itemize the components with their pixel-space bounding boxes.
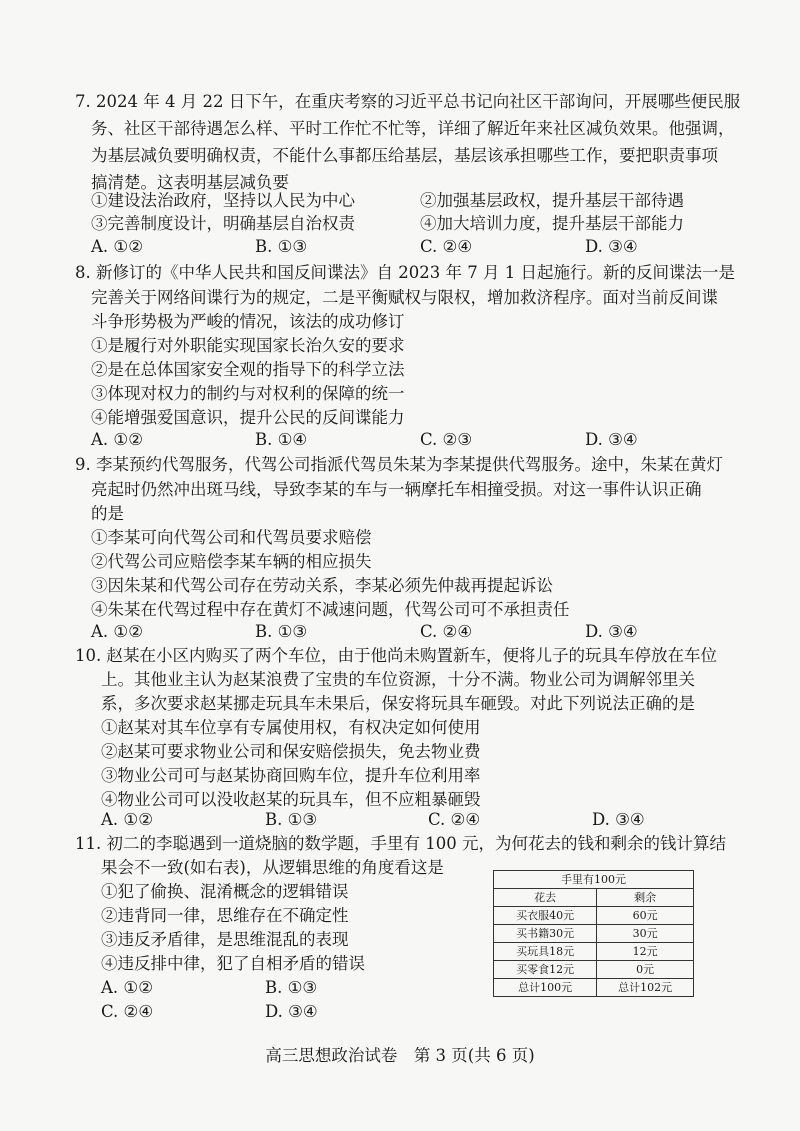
q11-statement-1: ①犯了偷换、混淆概念的逻辑错误 <box>101 882 349 901</box>
q7-line-3: 为基层减负要明确权责，不能什么事都压给基层，基层该承担哪些工作，要把职责事项 <box>91 146 718 165</box>
table-row <box>494 907 694 925</box>
q8-statement-2: ②是在总体国家安全观的指导下的科学立法 <box>91 360 405 379</box>
q9-option-c: C. ②④ <box>420 622 473 641</box>
table-cell: 0元 <box>597 961 694 979</box>
q9-line-1: 9. 李某预约代驾服务，代驾公司指派代驾员朱某为李某提供代驾服务。途中，朱某在黄灯 <box>75 455 723 474</box>
q10-line-3: 系，多次要求赵某挪走玩具车未果后，保安将玩具车砸毁。对此下列说法正确的是 <box>101 694 695 713</box>
q9-statement-1: ①李某可向代驾公司和代驾员要求赔偿 <box>91 528 372 547</box>
q11-option-d: D. ③④ <box>265 1002 318 1021</box>
q7-option-d: D. ③④ <box>585 237 638 256</box>
q9-option-a: A. ①② <box>91 622 143 641</box>
q10-statement-2: ②赵某可要求物业公司和保安赔偿损失，免去物业费 <box>101 742 481 761</box>
q10-option-d: D. ③④ <box>592 810 645 829</box>
q11-line-2: 果会不一致(如右表)，从逻辑思维的角度看这是 <box>101 858 444 877</box>
table-cell: 总计102元 <box>597 979 694 997</box>
q8-option-d: D. ③④ <box>585 430 638 449</box>
table-row <box>494 979 694 997</box>
table-cell: 买衣服40元 <box>494 907 597 925</box>
table-header-remaining: 剩余 <box>597 889 694 907</box>
q9-statement-3: ③因朱某和代驾公司存在劳动关系，李某必须先仲裁再提起诉讼 <box>91 576 553 595</box>
q8-option-c: C. ②③ <box>420 430 473 449</box>
money-table <box>493 870 694 997</box>
q8-statement-1: ①是履行对外职能实现国家长治久安的要求 <box>91 336 405 355</box>
q7-line-1: 7. 2024 年 4 月 22 日下午，在重庆考察的习近平总书记向社区干部询问，开展哪些便民服 <box>75 92 741 111</box>
q7-statement-4: ④加大培训力度，提升基层干部能力 <box>420 214 684 233</box>
q10-line-1: 10. 赵某在小区内购买了两个车位，由于他尚未购置新车，便将儿子的玩具车停放在车位 <box>75 646 717 665</box>
table-cell: 30元 <box>597 925 694 943</box>
table-row <box>494 943 694 961</box>
q11-statement-2: ②违背同一律，思维存在不确定性 <box>101 906 349 925</box>
q9-statement-2: ②代驾公司应赔偿李某车辆的相应损失 <box>91 552 372 571</box>
q7-option-b: B. ①③ <box>255 237 308 256</box>
q10-option-c: C. ②④ <box>428 810 481 829</box>
q11-statement-3: ③违反矛盾律，是思维混乱的表现 <box>101 930 349 949</box>
q10-statement-3: ③物业公司可与赵某协商回购车位，提升车位利用率 <box>101 766 481 785</box>
q8-line-3: 斗争形势极为严峻的情况，该法的成功修订 <box>91 312 405 331</box>
q9-line-3: 的是 <box>91 504 124 523</box>
q9-option-b: B. ①③ <box>255 622 308 641</box>
q7-statement-3: ③完善制度设计，明确基层自治权责 <box>91 214 355 233</box>
table-row <box>494 925 694 943</box>
q9-statement-4: ④朱某在代驾过程中存在黄灯不减速问题，代驾公司可不承担责任 <box>91 600 570 619</box>
q11-line-1: 11. 初二的李聪遇到一道烧脑的数学题，手里有 100 元，为何花去的钱和剩余的钱计算结 <box>75 834 726 853</box>
table-row <box>494 961 694 979</box>
table-cell: 买书籍30元 <box>494 925 597 943</box>
q11-option-c: C. ②④ <box>101 1002 154 1021</box>
q8-line-2: 完善关于网络间谍行为的规定，二是平衡赋权与限权，增加救济程序。面对当前反间谍 <box>91 288 718 307</box>
q8-line-1: 8. 新修订的《中华人民共和国反间谍法》自 2023 年 7 月 1 日起施行。新的反间谍法一是 <box>75 263 735 282</box>
table-cell: 12元 <box>597 943 694 961</box>
q8-option-a: A. ①② <box>91 430 143 449</box>
q10-line-2: 上。其他业主认为赵某浪费了宝贵的车位资源，十分不满。物业公司为调解邻里关 <box>101 670 695 689</box>
q8-statement-3: ③体现对权力的制约与对权利的保障的统一 <box>91 384 405 403</box>
table-cell: 买玩具18元 <box>494 943 597 961</box>
q7-option-c: C. ②④ <box>420 237 473 256</box>
q7-option-a: A. ①② <box>91 237 143 256</box>
table-title: 手里有100元 <box>494 871 694 889</box>
q10-option-a: A. ①② <box>101 810 153 829</box>
q7-statement-2: ②加强基层政权，提升基层干部待遇 <box>420 191 684 210</box>
q11-option-a: A. ①② <box>101 978 153 997</box>
q9-line-2: 亮起时仍然冲出斑马线，导致李某的车与一辆摩托车相撞受损。对这一事件认识正确 <box>91 480 702 499</box>
q9-option-d: D. ③④ <box>585 622 638 641</box>
q7-line-2: 务、社区干部待遇怎么样、平时工作忙不忙等，详细了解近年来社区减负效果。他强调， <box>91 119 735 138</box>
q8-statement-4: ④能增强爱国意识，提升公民的反间谍能力 <box>91 408 405 427</box>
q7-statement-1: ①建设法治政府，坚持以人民为中心 <box>91 191 355 210</box>
q10-option-b: B. ①③ <box>265 810 318 829</box>
table-cell: 总计100元 <box>494 979 597 997</box>
table-cell: 买零食12元 <box>494 961 597 979</box>
q11-option-b: B. ①③ <box>265 978 318 997</box>
table-header-spent: 花去 <box>494 889 597 907</box>
q10-statement-4: ④物业公司可以没收赵某的玩具车，但不应粗暴砸毁 <box>101 790 481 809</box>
q11-statement-4: ④违反排中律，犯了自相矛盾的错误 <box>101 954 365 973</box>
page-footer: 高三思想政治试卷 第 3 页(共 6 页) <box>265 1046 535 1065</box>
q10-statement-1: ①赵某对其车位享有专属使用权，有权决定如何使用 <box>101 718 481 737</box>
table-cell: 60元 <box>597 907 694 925</box>
q8-option-b: B. ①④ <box>255 430 308 449</box>
q7-line-4: 搞清楚。这表明基层减负要 <box>91 173 289 192</box>
